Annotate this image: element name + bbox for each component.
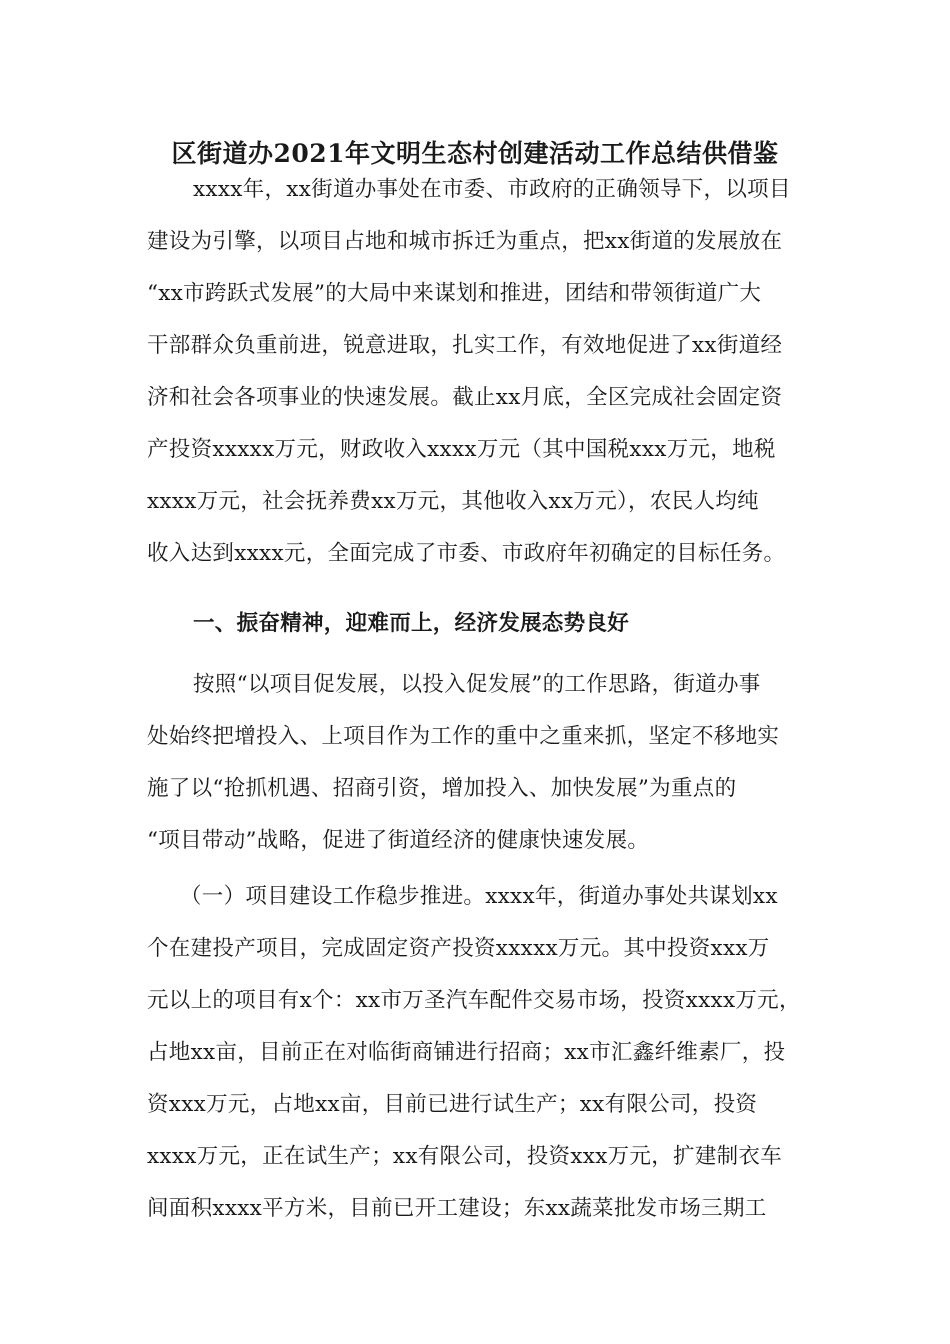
- subsection1-paragraph: [0, 871, 950, 1235]
- text-line: 资xxx万元，占地xx亩，目前已进行试生产；xx有限公司，投资: [147, 1092, 758, 1117]
- text-line: （一）项目建设工作稳步推进。xxxx年，街道办事处共谋划xx: [180, 884, 778, 909]
- text-line: xxxx万元，社会抚养费xx万元，其他收入xx万元），农民人均纯: [147, 489, 759, 514]
- text-line: 按照“以项目促发展，以投入促发展”的工作思路，街道办事: [193, 672, 761, 697]
- text-line: 施了以“抢抓机遇、招商引资，增加投入、加快发展”为重点的: [147, 776, 737, 801]
- text-line: 间面积xxxx平方米，目前已开工建设；东xx蔬菜批发市场三期工: [147, 1196, 767, 1221]
- text-line: 济和社会各项事业的快速发展。截止xx月底，全区完成社会固定资: [147, 385, 783, 410]
- text-line: 收入达到xxxx元，全面完成了市委、市政府年初确定的目标任务。: [147, 541, 786, 566]
- section1-paragraph: [0, 659, 950, 867]
- text-line: 个在建投产项目，完成固定资产投资xxxxx万元。其中投资xxx万: [147, 936, 770, 961]
- text-line: 占地xx亩，目前正在对临街商铺进行招商；xx市汇鑫纤维素厂，投: [147, 1040, 786, 1065]
- text-line: 干部群众负重前进，锐意进取，扎实工作，有效地促进了xx街道经: [147, 333, 783, 358]
- text-line: 处始终把增投入、上项目作为工作的重中之重来抓，坚定不移地实: [147, 724, 780, 749]
- text-line: xxxx万元，正在试生产；xx有限公司，投资xxx万元，扩建制衣车: [147, 1144, 783, 1169]
- text-line: 建设为引擎，以项目占地和城市拆迁为重点，把xx街道的发展放在: [147, 229, 783, 254]
- document-title: 区街道办2021年文明生态村创建活动工作总结供借鉴: [171, 139, 779, 168]
- text-line: “xx市跨跃式发展”的大局中来谋划和推进，团结和带领街道广大: [147, 281, 762, 306]
- text-line: xxxx年，xx街道办事处在市委、市政府的正确领导下，以项目: [193, 177, 791, 202]
- text-line: “项目带动”战略，促进了街道经济的健康快速发展。: [147, 828, 650, 853]
- text-line: 产投资xxxxx万元，财政收入xxxx万元（其中国税xxx万元，地税: [147, 437, 776, 462]
- section-heading: 一、振奋精神，迎难而上，经济发展态势良好: [193, 611, 630, 636]
- text-line: 元以上的项目有x个：xx市万圣汽车配件交易市场，投资xxxx万元，: [147, 988, 801, 1013]
- intro-paragraph: [0, 164, 950, 580]
